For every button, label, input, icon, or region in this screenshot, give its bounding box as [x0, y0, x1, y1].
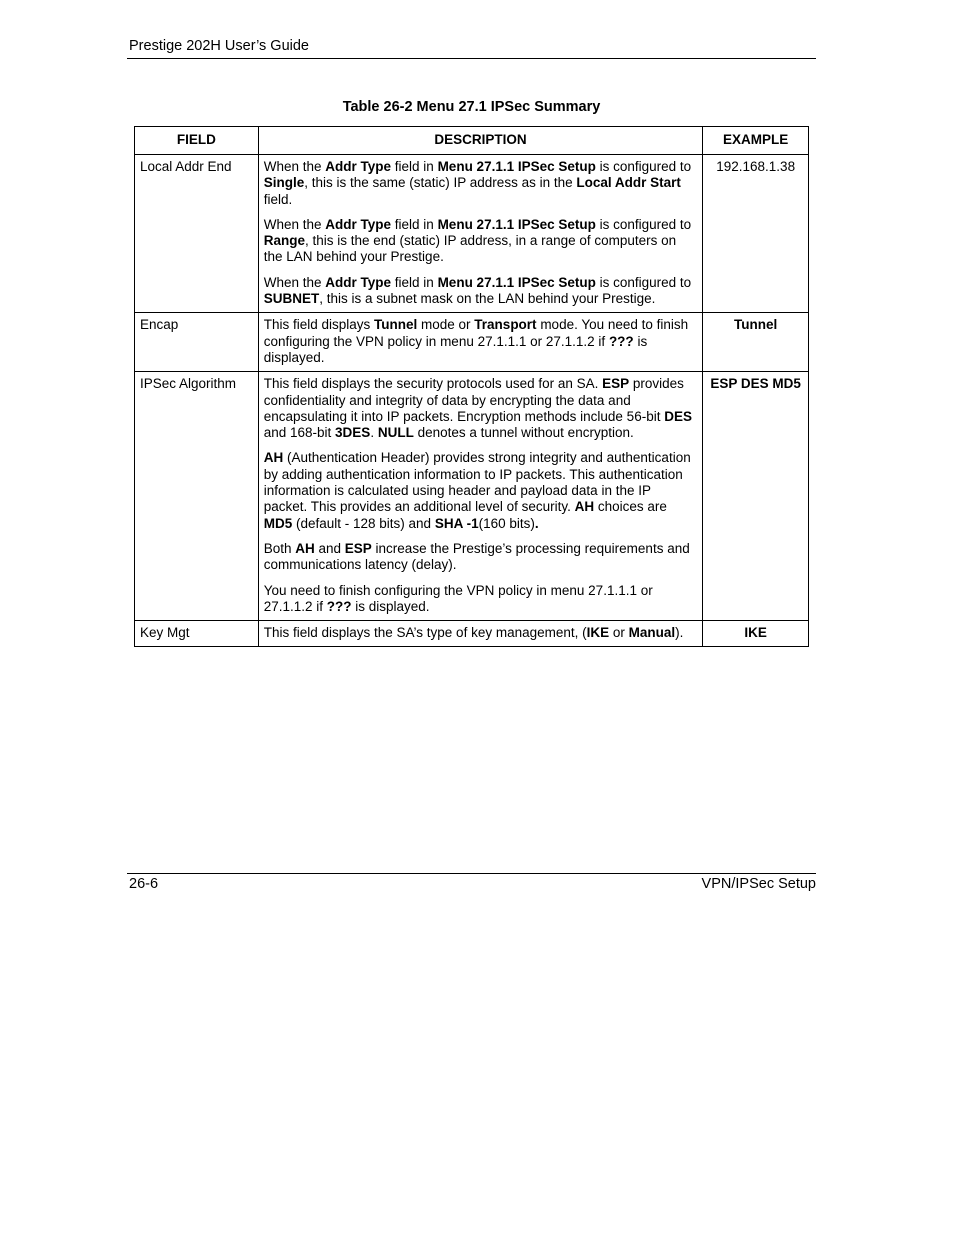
bold-term: SHA -1 — [434, 515, 479, 531]
bold-term: Range — [263, 233, 305, 249]
text-run: field in — [391, 216, 438, 232]
text-run: choices are — [594, 499, 667, 515]
column-header-example: EXAMPLE — [703, 127, 809, 155]
text-run: is displayed. — [263, 333, 648, 365]
text-run: denotes a tunnel without encryption. — [413, 425, 634, 441]
field-cell: Key Mgt — [135, 621, 259, 647]
text-run: mode or — [417, 317, 475, 333]
bold-term: . — [534, 515, 539, 531]
text-run: This field displays — [263, 317, 375, 333]
description-cell — [258, 155, 703, 313]
description-paragraph — [264, 317, 698, 366]
bold-term: AH — [295, 540, 315, 556]
table-row — [135, 155, 809, 313]
text-run: is configured to — [595, 274, 692, 290]
description-cell — [258, 621, 703, 647]
field-cell: Local Addr End — [135, 155, 259, 313]
text-run: field in — [391, 274, 438, 290]
text-run: , this is a subnet mask on the LAN behind your Prestige. — [319, 291, 656, 307]
bold-term: AH — [574, 499, 595, 515]
text-run: field. — [263, 191, 293, 207]
text-run: (default - 128 bits) and — [292, 515, 435, 531]
footer-divider — [127, 873, 816, 874]
description-paragraph — [264, 275, 698, 308]
text-run: When the — [263, 274, 326, 290]
text-run: and — [314, 540, 345, 556]
text-run: field in — [391, 159, 438, 174]
page-number: 26-6 — [129, 876, 159, 892]
bold-term: AH — [263, 450, 284, 466]
bold-term: NULL — [377, 425, 414, 441]
text-run: You need to finish configuring the VPN policy in menu 27.1.1.1 or 27.1.1.2 if — [263, 582, 653, 614]
bold-term: Addr Type — [325, 159, 392, 174]
text-run: or — [609, 625, 629, 641]
column-header-description: DESCRIPTION — [258, 127, 703, 155]
table-title: Table 26-2 Menu 27.1 IPSec Summary — [342, 99, 601, 115]
text-run: When the — [263, 159, 326, 174]
bold-term: Single — [263, 175, 305, 191]
text-run: and 168-bit — [263, 425, 336, 441]
example-cell: IKE — [703, 621, 809, 647]
column-header-field: FIELD — [135, 127, 259, 155]
section-name: VPN/IPSec Setup — [701, 876, 816, 892]
ipsec-summary-table — [134, 126, 809, 647]
bold-term: IKE — [586, 625, 610, 641]
text-run: When the — [263, 216, 326, 232]
bold-term: Menu 27.1.1 IPSec Setup — [437, 216, 596, 232]
description-paragraph — [264, 625, 698, 641]
description-paragraph — [264, 376, 698, 441]
description-paragraph — [264, 541, 698, 574]
text-run: provides confidentiality and integrity of data by encrypting the data and encapsulating it into IP packets. Encryption methods include 56-bit — [263, 376, 684, 424]
table-header-row — [135, 127, 809, 155]
bold-term: Tunnel — [374, 317, 418, 333]
header-divider — [127, 58, 816, 59]
description-paragraph — [264, 217, 698, 266]
bold-term: DES — [664, 408, 692, 424]
text-run: (Authentication Header) provides strong integrity and authentication by adding authentication information to IP packets. This authentication information is calculated using header and payload data in the IP packet. This provides an additional level of security. — [263, 450, 691, 515]
description-paragraph — [264, 583, 698, 616]
bold-term: Menu 27.1.1 IPSec Setup — [437, 274, 596, 290]
bold-term: Addr Type — [325, 216, 392, 232]
text-run: This field displays the SA’s type of key management, ( — [263, 625, 587, 641]
example-cell: Tunnel — [703, 313, 809, 372]
table-row — [135, 313, 809, 372]
bold-term: ??? — [326, 598, 352, 614]
bold-term: MD5 — [263, 515, 293, 531]
description-cell — [258, 372, 703, 621]
bold-term: SUBNET — [263, 291, 320, 307]
bold-term: Addr Type — [325, 274, 392, 290]
bold-term: ESP — [344, 540, 372, 556]
text-run: , this is the same (static) IP address as in the — [304, 175, 577, 191]
running-header: Prestige 202H User’s Guide — [129, 38, 309, 54]
field-cell: IPSec Algorithm — [135, 372, 259, 621]
example-cell: ESP DES MD5 — [703, 372, 809, 621]
text-run: is displayed. — [351, 598, 430, 614]
text-run: This field displays the security protocols used for an SA. — [263, 376, 603, 392]
bold-term: Menu 27.1.1 IPSec Setup — [437, 159, 596, 174]
field-cell: Encap — [135, 313, 259, 372]
description-cell — [258, 313, 703, 372]
table-row — [135, 372, 809, 621]
text-run: increase the Prestige’s processing requirements and communications latency (delay). — [263, 540, 690, 573]
text-run: is configured to — [595, 159, 692, 174]
description-paragraph — [264, 450, 698, 531]
bold-term: 3DES — [335, 425, 371, 441]
text-run: (160 bits) — [478, 515, 535, 531]
text-run: ). — [675, 625, 684, 641]
text-run: mode. You need to finish configuring the VPN policy in menu 27.1.1.1 or 27.1.1.2 if — [263, 317, 689, 349]
description-paragraph — [264, 159, 698, 208]
bold-term: ESP — [602, 376, 630, 392]
bold-term: Transport — [474, 317, 537, 333]
text-run: , this is the end (static) IP address, in a range of computers on the LAN behind your Prestige. — [263, 233, 677, 265]
table-row — [135, 621, 809, 647]
text-run: Both — [263, 540, 296, 556]
text-run: . — [370, 425, 378, 441]
bold-term: Local Addr Start — [576, 175, 681, 191]
text-run: is configured to — [595, 216, 692, 232]
example-cell: 192.168.1.38 — [703, 155, 809, 313]
bold-term: Manual — [628, 625, 676, 641]
bold-term: ??? — [608, 333, 634, 349]
